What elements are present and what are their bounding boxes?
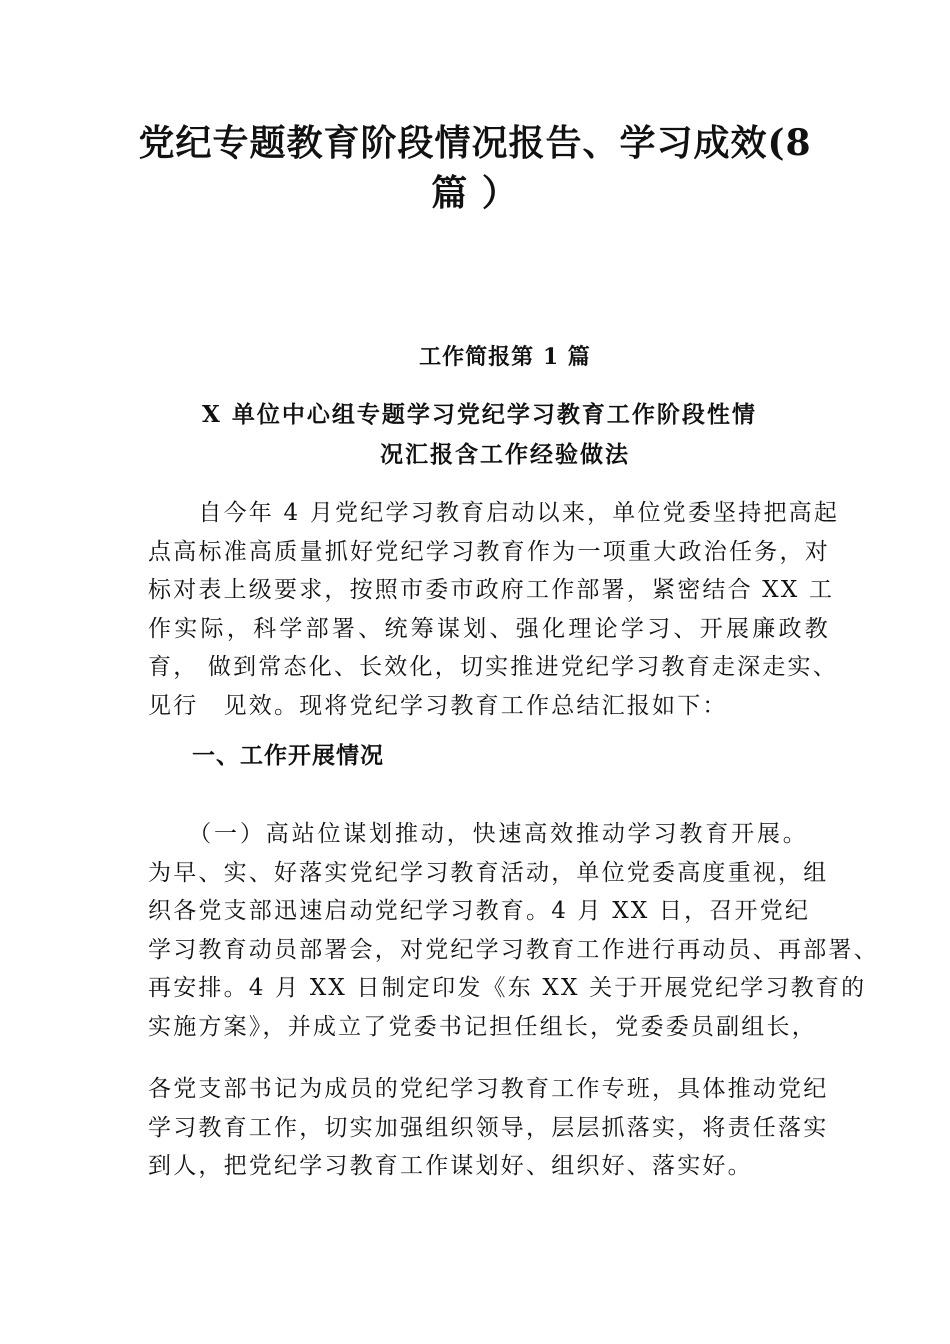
document-title-line-1: 党纪专题教育阶段情况报告、学习成效(8 — [138, 122, 812, 164]
subtitle — [190, 395, 820, 475]
paragraph-intro — [148, 494, 840, 725]
paragraph-line: 各党支部书记为成员的党纪学习教育工作专班，具体推动党纪 — [148, 1076, 829, 1102]
paragraph-subsection-1 — [148, 815, 879, 1046]
paragraph-line: 点高标准高质量抓好党纪学习教育作为一项重大政治任务，对 — [148, 538, 830, 565]
paragraph-line: 实施方案》，并成立了党委书记担任组长，党委委员副组长， — [148, 1013, 817, 1040]
paragraph-line: 学习教育动员部署会，对党纪学习教育工作进行再动员、再部署、 — [148, 936, 879, 963]
paragraph-line: 见行 见效。现将党纪学习教育工作总结汇报如下： — [148, 692, 728, 719]
paragraph-line: 织各党支部迅速启动党纪学习教育。4 月 XX 日，召开党纪 — [148, 898, 811, 924]
paragraph-line: 育， 做到常态化、长效化，切实推进党纪学习教育走深走实、 — [148, 654, 838, 680]
document-title — [120, 118, 830, 218]
paragraph-line: 到人，把党纪学习教育工作谋划好、组织好、落实好。 — [148, 1153, 753, 1179]
paragraph-line: 自今年 4 月党纪学习教育启动以来，单位党委坚持把高起 — [148, 500, 840, 526]
section-heading: 一、工作开展情况 — [192, 743, 384, 769]
paragraph-line: 标对表上级要求，按照市委市政府工作部署，紧密结合 XX 工 — [148, 577, 835, 603]
section-label: 工作简报第 1 篇 — [419, 344, 591, 370]
document-title-line-2: 篇 ） — [431, 172, 519, 214]
paragraph-continuation — [148, 1070, 829, 1186]
paragraph-line: 作实际，科学部署、统筹谋划、强化理论学习、开展廉政教 — [148, 615, 830, 642]
paragraph-line: （一）高站位谋划推动，快速高效推动学习教育开展。 — [148, 821, 808, 847]
subtitle-line-1: X 单位中心组专题学习党纪学习教育工作阶段性情 — [202, 401, 757, 428]
paragraph-line: 再安排。4 月 XX 日制定印发《东 XX 关于开展党纪学习教育的 — [148, 975, 867, 1001]
subtitle-line-2: 况汇报含工作经验做法 — [380, 441, 630, 468]
paragraph-line: 学习教育工作，切实加强组织领导，层层抓落实，将责任落实 — [148, 1114, 829, 1141]
paragraph-line: 为早、实、好落实党纪学习教育活动，单位党委高度重视，组 — [148, 859, 829, 886]
